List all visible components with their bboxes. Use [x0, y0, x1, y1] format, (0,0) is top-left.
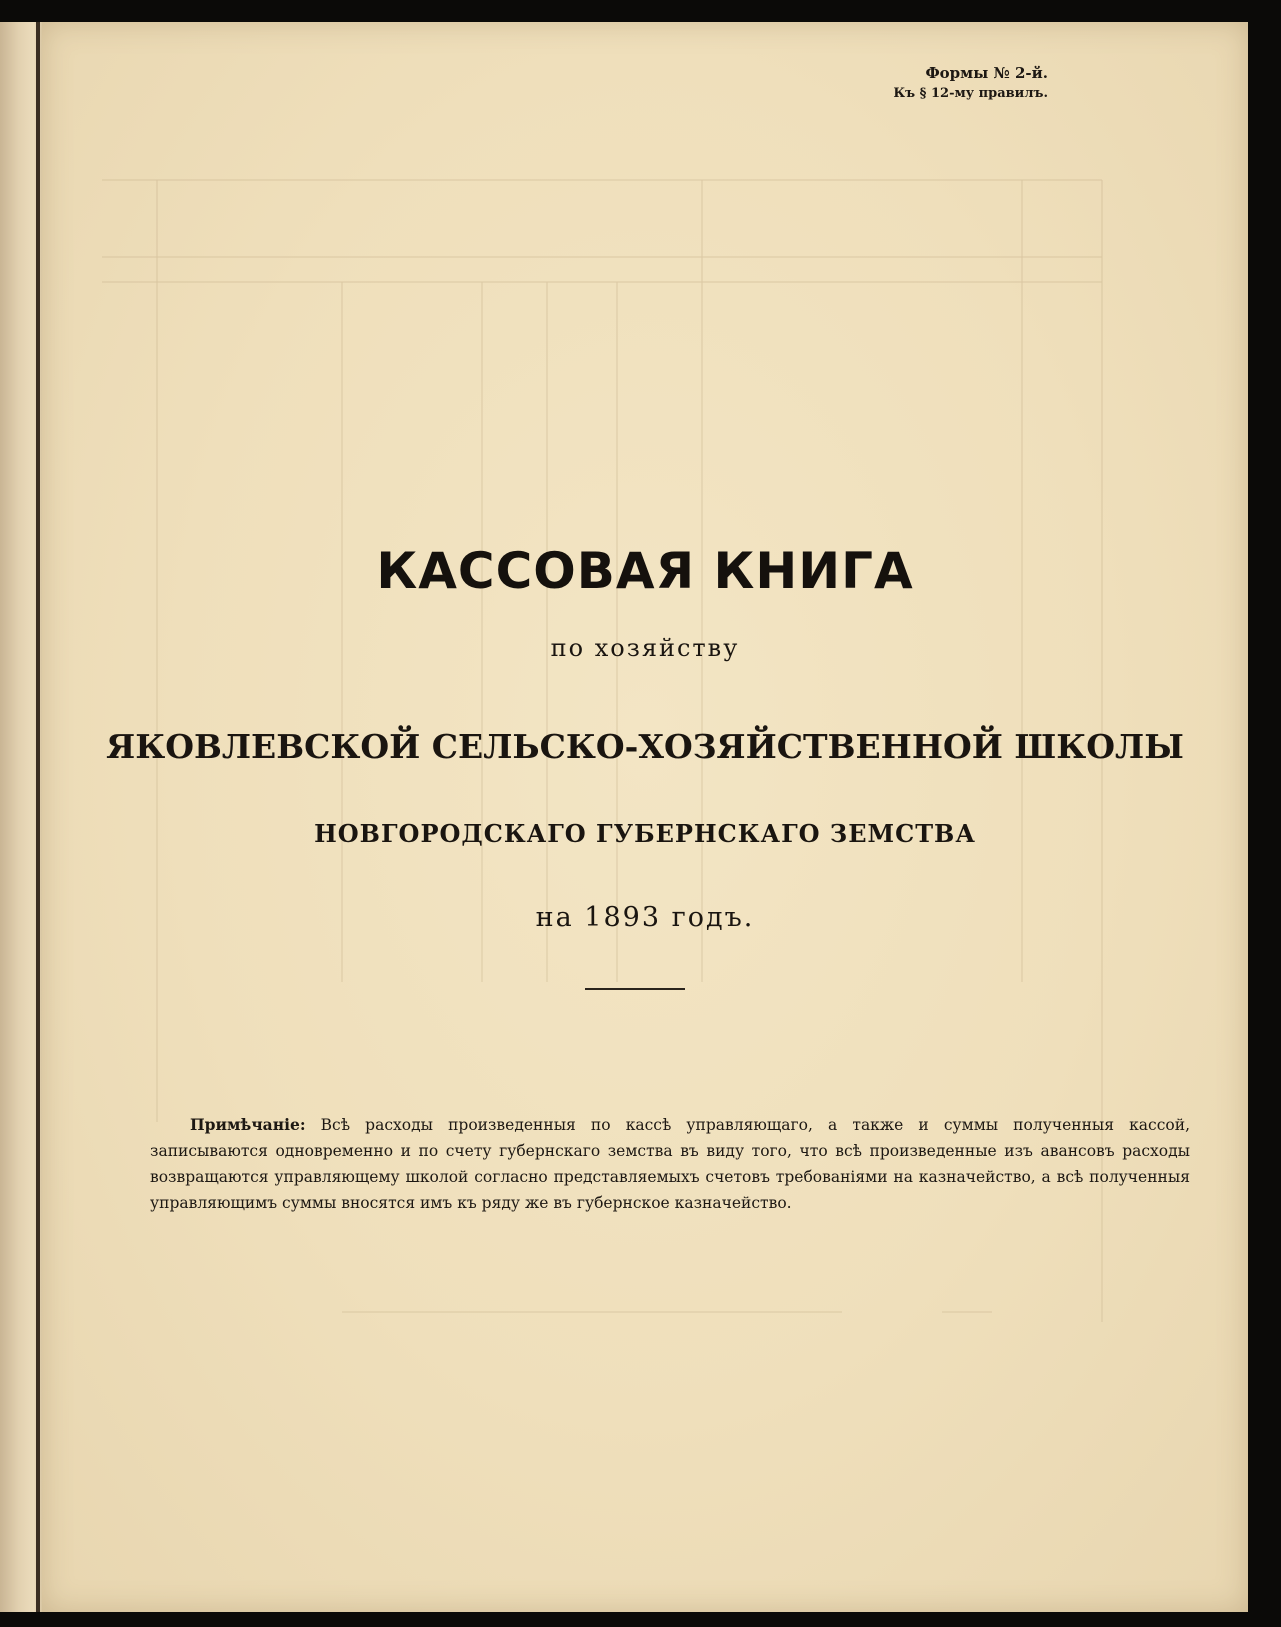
rule-reference: Къ § 12-му правилъ. [893, 86, 1048, 101]
footnote [150, 1112, 1190, 1216]
form-reference [893, 64, 1048, 101]
year-line: на 1893 годъ. [535, 902, 755, 933]
form-number: Формы № 2-й. [925, 64, 1048, 82]
bleed-through-texture [42, 22, 1248, 1612]
paper-sheet [42, 22, 1248, 1612]
footnote-label: Примѣчаніе: [190, 1115, 306, 1134]
title-divider [585, 988, 685, 990]
page-title: КАССОВАЯ КНИГА [376, 542, 914, 600]
title-by-line: по хозяйству [550, 634, 740, 662]
zemstvo-name: НОВГОРОДСКАГО ГУБЕРНСКАГО ЗЕМСТВА [314, 819, 976, 848]
footnote-text: Всѣ расходы произведенныя по кассѣ управляющаго, а также и суммы полученныя кассой, записываются одновременно и по счету губернскаго земства въ виду того, что всѣ произведенные изъ авансовъ расходы возвращаются управляющему школой согласно представляемыхъ счетовъ требованіями на казначейство, а всѣ полученныя управляющимъ суммы вносятся имъ къ ряду же въ губернское казначейство. [150, 1116, 1190, 1212]
left-page-edge [0, 22, 42, 1612]
school-name: ЯКОВЛЕВСКОЙ СЕЛЬСКО-ХОЗЯЙСТВЕННОЙ ШКОЛЫ [106, 727, 1184, 766]
binding-edge [36, 22, 40, 1612]
